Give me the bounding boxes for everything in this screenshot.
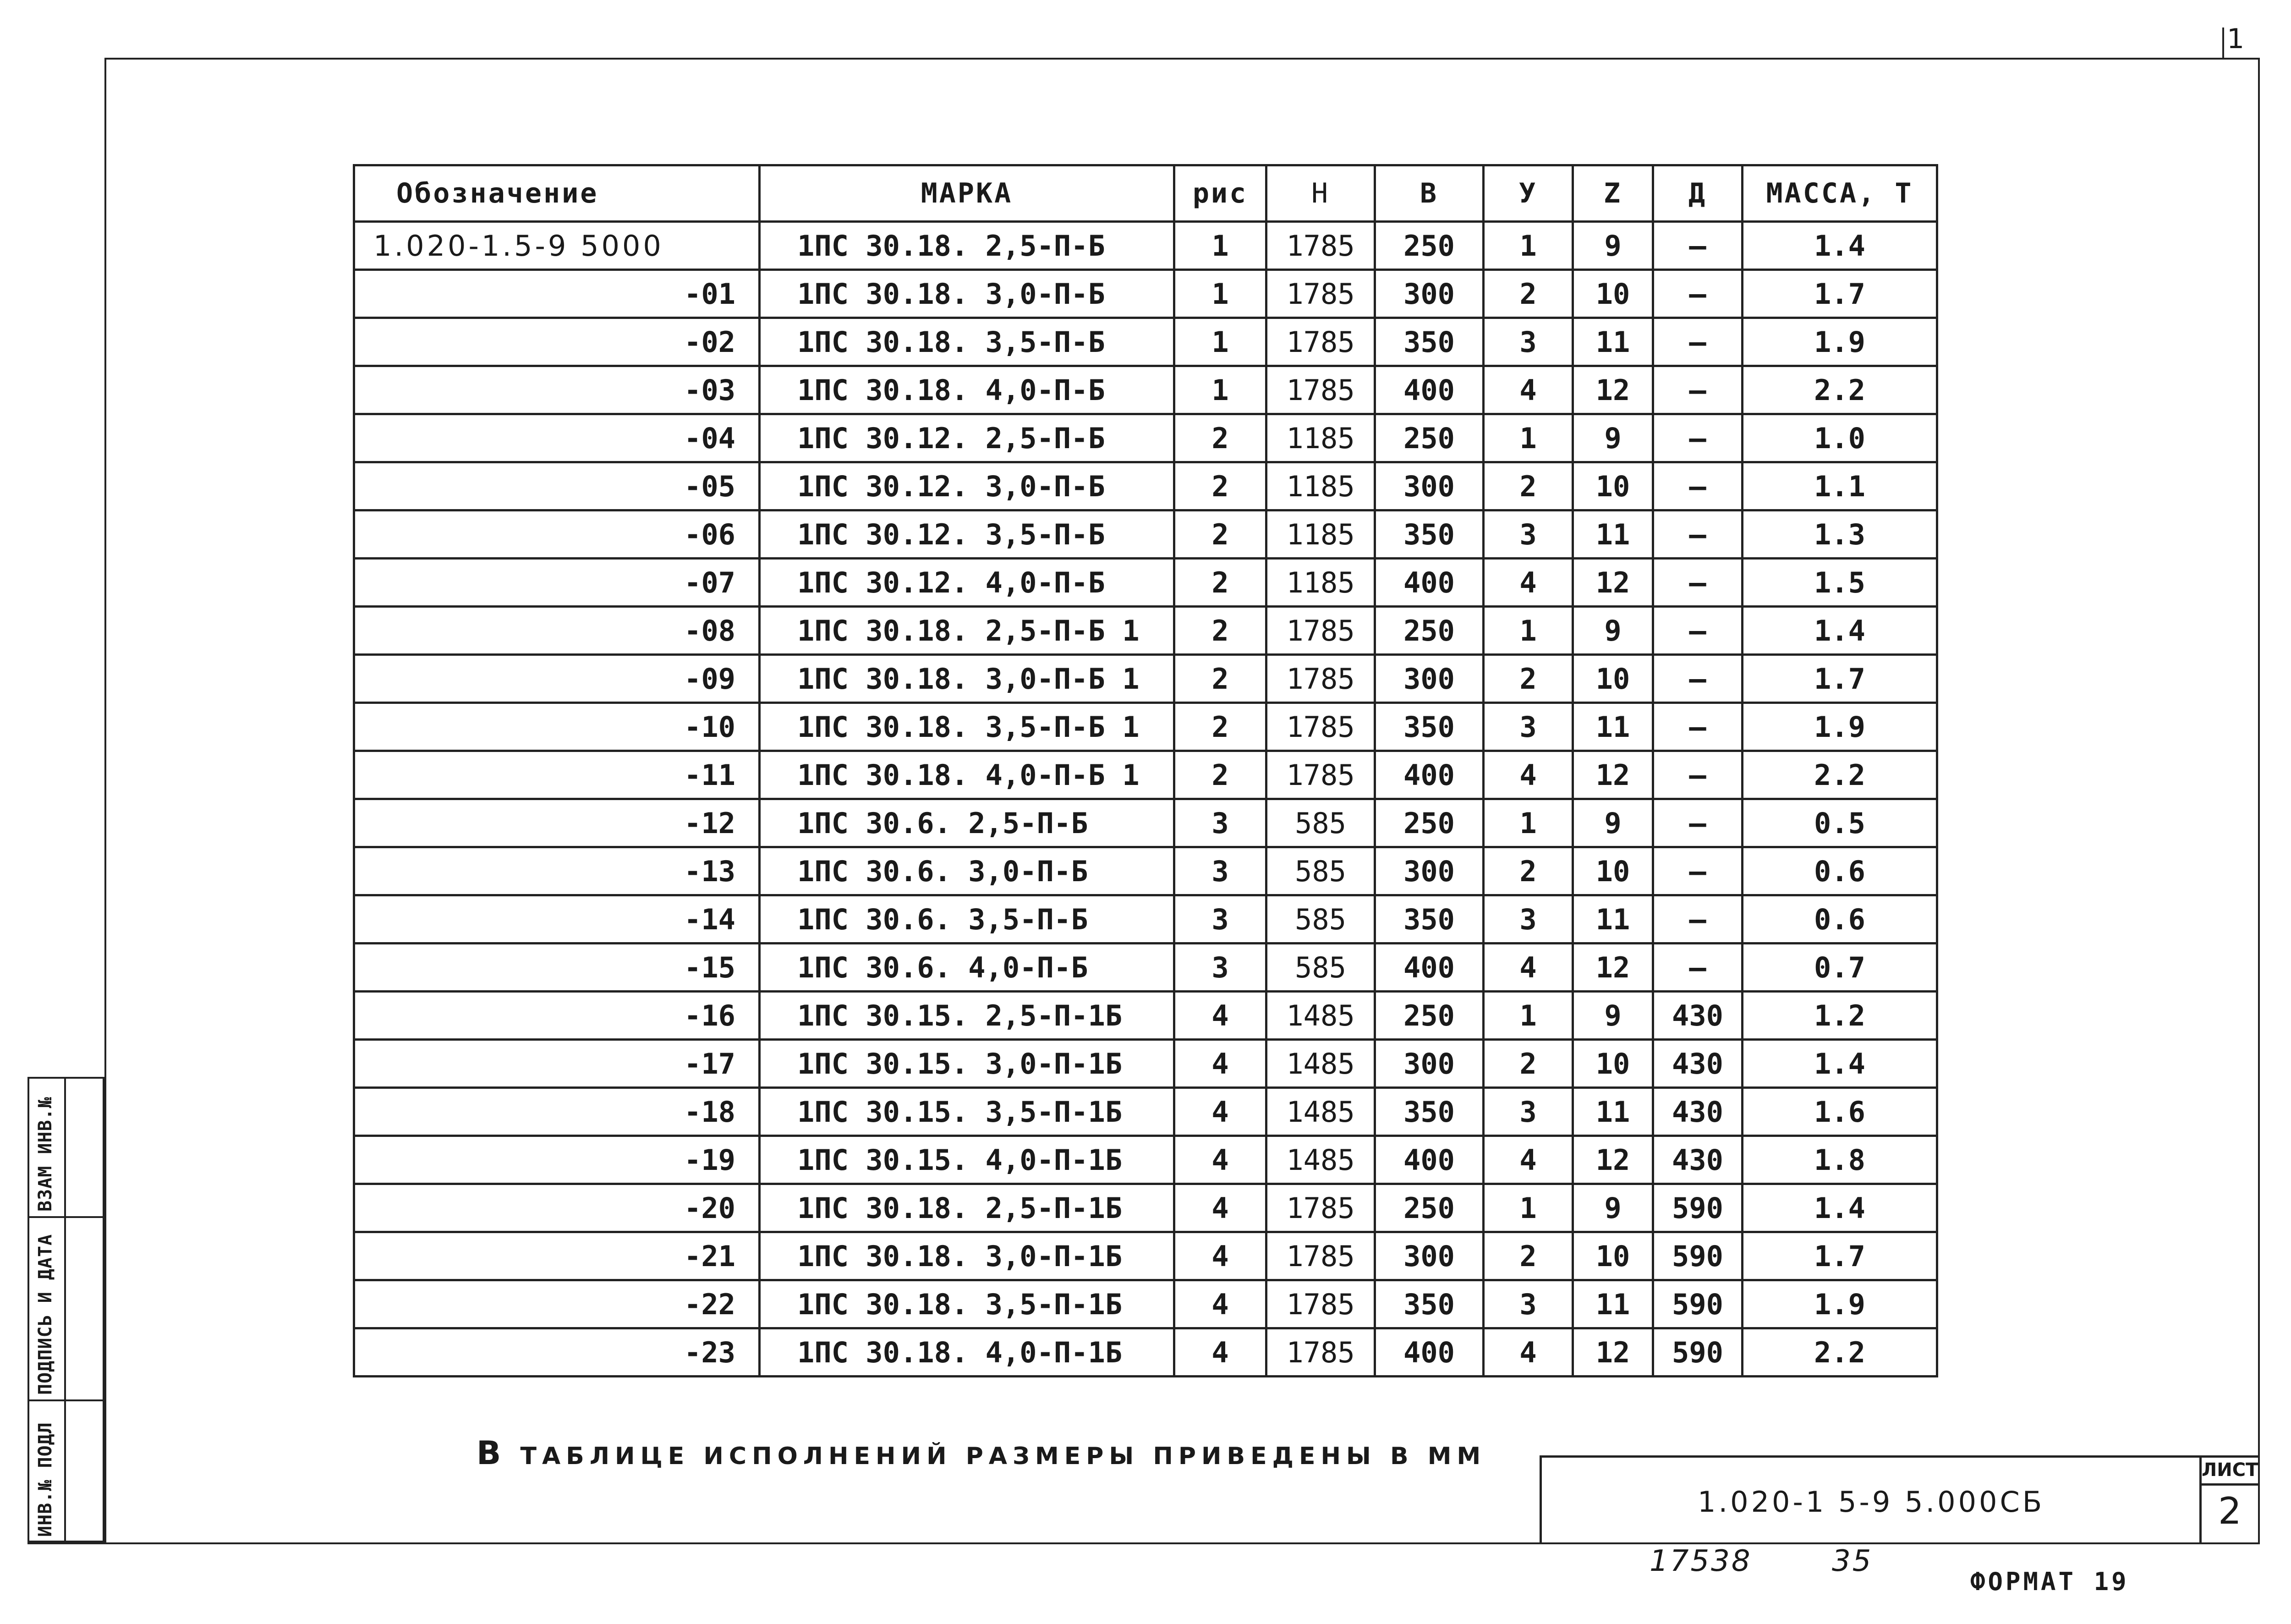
cell-ris: 4 bbox=[1174, 1232, 1266, 1280]
handwritten-note bbox=[1650, 1544, 1873, 1578]
document-code: 1.020-1 5-9 5.000СБ bbox=[1698, 1485, 2045, 1519]
cell-z: 11 bbox=[1573, 510, 1653, 559]
cell-marka: 1ПС 30.18. 3,0-П-Б bbox=[760, 270, 1174, 318]
cell-massa: 0.6 bbox=[1743, 847, 1937, 895]
cell-h: 585 bbox=[1266, 847, 1375, 895]
table-row bbox=[354, 462, 1937, 510]
cell-b: 300 bbox=[1375, 1040, 1484, 1088]
table-body bbox=[354, 222, 1937, 1377]
cell-z: 9 bbox=[1573, 222, 1653, 270]
cell-z: 11 bbox=[1573, 703, 1653, 751]
cell-y: 1 bbox=[1484, 607, 1573, 655]
cell-y: 2 bbox=[1484, 1040, 1573, 1088]
cell-marka: 1ПС 30.15. 3,0-П-1Б bbox=[760, 1040, 1174, 1088]
cell-y: 2 bbox=[1484, 655, 1573, 703]
cell-massa: 2.2 bbox=[1743, 1328, 1937, 1377]
hand-sheet: 35 bbox=[1831, 1544, 1873, 1578]
cell-ris: 2 bbox=[1174, 751, 1266, 799]
table-row bbox=[354, 366, 1937, 414]
cell-massa: 2.2 bbox=[1743, 366, 1937, 414]
cell-massa: 1.6 bbox=[1743, 1088, 1937, 1136]
cell-marka: 1ПС 30.18. 2,5-П-1Б bbox=[760, 1184, 1174, 1232]
cell-oboznachenie: -11 bbox=[354, 751, 760, 799]
cell-z: 12 bbox=[1573, 366, 1653, 414]
cell-oboznachenie: -05 bbox=[354, 462, 760, 510]
cell-oboznachenie: -14 bbox=[354, 895, 760, 944]
cell-ris: 3 bbox=[1174, 799, 1266, 847]
table-row bbox=[354, 751, 1937, 799]
side-stamp-vzam-inv: ВЗАМ ИНВ.№ bbox=[35, 1097, 56, 1212]
cell-massa: 1.7 bbox=[1743, 270, 1937, 318]
cell-z: 11 bbox=[1573, 318, 1653, 366]
cell-d: 590 bbox=[1653, 1232, 1743, 1280]
cell-massa: 1.9 bbox=[1743, 703, 1937, 751]
cell-marka: 1ПС 30.12. 4,0-П-Б bbox=[760, 559, 1174, 607]
cell-b: 300 bbox=[1375, 847, 1484, 895]
cell-oboznachenie: -06 bbox=[354, 510, 760, 559]
cell-y: 3 bbox=[1484, 510, 1573, 559]
cell-b: 250 bbox=[1375, 607, 1484, 655]
table-row bbox=[354, 270, 1937, 318]
note-text: ТАБЛИЦЕ ИСПОЛНЕНИЙ РАЗМЕРЫ ПРИВЕДЕНЫ В ММ bbox=[520, 1443, 1486, 1470]
sheet-number: 2 bbox=[2218, 1490, 2242, 1532]
cell-marka: 1ПС 30.6. 4,0-П-Б bbox=[760, 944, 1174, 992]
table-row bbox=[354, 414, 1937, 462]
cell-massa: 1.4 bbox=[1743, 607, 1937, 655]
cell-d: 430 bbox=[1653, 1088, 1743, 1136]
cell-massa: 1.2 bbox=[1743, 992, 1937, 1040]
sheet-label: ЛИСТ bbox=[2202, 1459, 2258, 1486]
cell-oboznachenie: -08 bbox=[354, 607, 760, 655]
cell-z: 11 bbox=[1573, 895, 1653, 944]
cell-marka: 1ПС 30.18. 4,0-П-Б bbox=[760, 366, 1174, 414]
cell-z: 9 bbox=[1573, 414, 1653, 462]
cell-b: 400 bbox=[1375, 1328, 1484, 1377]
table-row bbox=[354, 1040, 1937, 1088]
cell-marka: 1ПС 30.18. 3,0-П-1Б bbox=[760, 1232, 1174, 1280]
cell-h: 1185 bbox=[1266, 414, 1375, 462]
cell-massa: 0.7 bbox=[1743, 944, 1937, 992]
table-row bbox=[354, 799, 1937, 847]
cell-d: — bbox=[1653, 607, 1743, 655]
cell-massa: 2.2 bbox=[1743, 751, 1937, 799]
cell-ris: 2 bbox=[1174, 510, 1266, 559]
cell-b: 400 bbox=[1375, 1136, 1484, 1184]
cell-massa: 1.4 bbox=[1743, 1040, 1937, 1088]
cell-d: — bbox=[1653, 462, 1743, 510]
cell-y: 1 bbox=[1484, 1184, 1573, 1232]
cell-b: 400 bbox=[1375, 751, 1484, 799]
cell-ris: 4 bbox=[1174, 1040, 1266, 1088]
cell-z: 11 bbox=[1573, 1280, 1653, 1328]
cell-d: 590 bbox=[1653, 1328, 1743, 1377]
cell-h: 1785 bbox=[1266, 703, 1375, 751]
cell-z: 10 bbox=[1573, 270, 1653, 318]
cell-marka: 1ПС 30.18. 4,0-П-Б 1 bbox=[760, 751, 1174, 799]
cell-ris: 4 bbox=[1174, 1328, 1266, 1377]
cell-b: 250 bbox=[1375, 414, 1484, 462]
cell-d: — bbox=[1653, 270, 1743, 318]
cell-massa: 0.5 bbox=[1743, 799, 1937, 847]
hand-number: 17538 bbox=[1650, 1544, 1752, 1578]
side-stamp-inv-podl: ИНВ.№ ПОДЛ bbox=[35, 1422, 56, 1537]
table-row bbox=[354, 1184, 1937, 1232]
cell-h: 1785 bbox=[1266, 1184, 1375, 1232]
cell-oboznachenie: -09 bbox=[354, 655, 760, 703]
cell-ris: 1 bbox=[1174, 318, 1266, 366]
cell-h: 585 bbox=[1266, 944, 1375, 992]
header-massa: МАССА, Т bbox=[1743, 165, 1937, 222]
table-row bbox=[354, 847, 1937, 895]
cell-marka: 1ПС 30.18. 2,5-П-Б 1 bbox=[760, 607, 1174, 655]
side-stamp-divider bbox=[29, 1216, 103, 1218]
cell-oboznachenie: -16 bbox=[354, 992, 760, 1040]
cell-ris: 3 bbox=[1174, 895, 1266, 944]
cell-marka: 1ПС 30.18. 2,5-П-Б bbox=[760, 222, 1174, 270]
cell-z: 12 bbox=[1573, 751, 1653, 799]
header-b: В bbox=[1375, 165, 1484, 222]
cell-y: 4 bbox=[1484, 944, 1573, 992]
cell-z: 10 bbox=[1573, 462, 1653, 510]
cell-d: 590 bbox=[1653, 1184, 1743, 1232]
cell-oboznachenie: -18 bbox=[354, 1088, 760, 1136]
cell-h: 585 bbox=[1266, 895, 1375, 944]
cell-d: 430 bbox=[1653, 1040, 1743, 1088]
cell-ris: 1 bbox=[1174, 222, 1266, 270]
cell-marka: 1ПС 30.6. 3,5-П-Б bbox=[760, 895, 1174, 944]
cell-y: 3 bbox=[1484, 895, 1573, 944]
cell-z: 11 bbox=[1573, 1088, 1653, 1136]
cell-ris: 1 bbox=[1174, 270, 1266, 318]
header-marka: МАРКА bbox=[760, 165, 1174, 222]
cell-marka: 1ПС 30.12. 2,5-П-Б bbox=[760, 414, 1174, 462]
cell-ris: 2 bbox=[1174, 607, 1266, 655]
cell-y: 1 bbox=[1484, 222, 1573, 270]
cell-oboznachenie: -12 bbox=[354, 799, 760, 847]
cell-y: 1 bbox=[1484, 414, 1573, 462]
cell-b: 250 bbox=[1375, 799, 1484, 847]
table-row bbox=[354, 559, 1937, 607]
cell-y: 3 bbox=[1484, 318, 1573, 366]
cell-h: 1785 bbox=[1266, 222, 1375, 270]
cell-massa: 1.1 bbox=[1743, 462, 1937, 510]
cell-y: 3 bbox=[1484, 1280, 1573, 1328]
cell-h: 1785 bbox=[1266, 1232, 1375, 1280]
cell-marka: 1ПС 30.6. 3,0-П-Б bbox=[760, 847, 1174, 895]
cell-h: 1785 bbox=[1266, 751, 1375, 799]
table-row bbox=[354, 992, 1937, 1040]
header-ris: рис bbox=[1174, 165, 1266, 222]
cell-d: — bbox=[1653, 414, 1743, 462]
cell-ris: 2 bbox=[1174, 462, 1266, 510]
cell-h: 1485 bbox=[1266, 1088, 1375, 1136]
cell-ris: 4 bbox=[1174, 1088, 1266, 1136]
cell-marka: 1ПС 30.15. 3,5-П-1Б bbox=[760, 1088, 1174, 1136]
cell-b: 350 bbox=[1375, 1088, 1484, 1136]
cell-d: — bbox=[1653, 510, 1743, 559]
cell-z: 9 bbox=[1573, 799, 1653, 847]
cell-y: 4 bbox=[1484, 1328, 1573, 1377]
cell-ris: 3 bbox=[1174, 944, 1266, 992]
cell-h: 1785 bbox=[1266, 366, 1375, 414]
cell-h: 1785 bbox=[1266, 1280, 1375, 1328]
cell-b: 400 bbox=[1375, 944, 1484, 992]
cell-d: — bbox=[1653, 703, 1743, 751]
table-row bbox=[354, 895, 1937, 944]
cell-z: 12 bbox=[1573, 1136, 1653, 1184]
table-row bbox=[354, 1088, 1937, 1136]
cell-b: 300 bbox=[1375, 462, 1484, 510]
cell-ris: 2 bbox=[1174, 703, 1266, 751]
cell-oboznachenie: -15 bbox=[354, 944, 760, 992]
cell-d: — bbox=[1653, 944, 1743, 992]
specification-table bbox=[353, 164, 1938, 1377]
cell-b: 350 bbox=[1375, 1280, 1484, 1328]
cell-h: 1485 bbox=[1266, 1136, 1375, 1184]
cell-d: — bbox=[1653, 895, 1743, 944]
cell-d: — bbox=[1653, 751, 1743, 799]
cell-z: 10 bbox=[1573, 1232, 1653, 1280]
cell-y: 4 bbox=[1484, 751, 1573, 799]
cell-b: 250 bbox=[1375, 1184, 1484, 1232]
cell-ris: 2 bbox=[1174, 655, 1266, 703]
table-note bbox=[477, 1434, 1486, 1472]
cell-d: — bbox=[1653, 318, 1743, 366]
cell-y: 1 bbox=[1484, 799, 1573, 847]
cell-massa: 1.0 bbox=[1743, 414, 1937, 462]
side-stamp bbox=[27, 1077, 104, 1542]
table-row bbox=[354, 655, 1937, 703]
cell-b: 300 bbox=[1375, 655, 1484, 703]
cell-b: 250 bbox=[1375, 992, 1484, 1040]
frame-bottom-line bbox=[27, 1542, 2258, 1544]
cell-massa: 1.5 bbox=[1743, 559, 1937, 607]
cell-ris: 4 bbox=[1174, 1136, 1266, 1184]
cell-h: 1485 bbox=[1266, 992, 1375, 1040]
cell-oboznachenie: -10 bbox=[354, 703, 760, 751]
cell-z: 10 bbox=[1573, 655, 1653, 703]
cell-h: 1785 bbox=[1266, 1328, 1375, 1377]
cell-h: 1185 bbox=[1266, 462, 1375, 510]
table-row bbox=[354, 1136, 1937, 1184]
cell-b: 350 bbox=[1375, 510, 1484, 559]
side-stamp-divider bbox=[29, 1399, 103, 1401]
cell-y: 2 bbox=[1484, 462, 1573, 510]
cell-oboznachenie: -13 bbox=[354, 847, 760, 895]
cell-oboznachenie: -22 bbox=[354, 1280, 760, 1328]
cell-y: 2 bbox=[1484, 847, 1573, 895]
cell-z: 10 bbox=[1573, 1040, 1653, 1088]
cell-marka: 1ПС 30.18. 3,5-П-Б bbox=[760, 318, 1174, 366]
cell-ris: 4 bbox=[1174, 1280, 1266, 1328]
table-row bbox=[354, 607, 1937, 655]
cell-b: 250 bbox=[1375, 222, 1484, 270]
cell-y: 2 bbox=[1484, 1232, 1573, 1280]
cell-oboznachenie: -03 bbox=[354, 366, 760, 414]
cell-marka: 1ПС 30.18. 3,5-П-Б 1 bbox=[760, 703, 1174, 751]
cell-y: 4 bbox=[1484, 1136, 1573, 1184]
cell-z: 9 bbox=[1573, 607, 1653, 655]
side-stamp-podpis-data: ПОДПИСЬ И ДАТА bbox=[35, 1234, 56, 1395]
cell-massa: 1.7 bbox=[1743, 1232, 1937, 1280]
cell-d: 590 bbox=[1653, 1280, 1743, 1328]
cell-z: 9 bbox=[1573, 992, 1653, 1040]
cell-h: 585 bbox=[1266, 799, 1375, 847]
frame-corner-tick bbox=[2222, 27, 2224, 60]
cell-massa: 1.9 bbox=[1743, 318, 1937, 366]
cell-b: 350 bbox=[1375, 318, 1484, 366]
cell-massa: 1.9 bbox=[1743, 1280, 1937, 1328]
frame-left-line bbox=[104, 58, 106, 1542]
cell-oboznachenie: -19 bbox=[354, 1136, 760, 1184]
header-y: У bbox=[1484, 165, 1573, 222]
cell-oboznachenie: 1.020-1.5-9 5000 bbox=[354, 222, 760, 270]
cell-oboznachenie: -07 bbox=[354, 559, 760, 607]
cell-y: 4 bbox=[1484, 366, 1573, 414]
cell-marka: 1ПС 30.12. 3,0-П-Б bbox=[760, 462, 1174, 510]
cell-d: — bbox=[1653, 799, 1743, 847]
cell-b: 400 bbox=[1375, 559, 1484, 607]
table-row bbox=[354, 222, 1937, 270]
cell-z: 12 bbox=[1573, 944, 1653, 992]
cell-h: 1785 bbox=[1266, 270, 1375, 318]
cell-marka: 1ПС 30.18. 3,0-П-Б 1 bbox=[760, 655, 1174, 703]
cell-massa: 1.4 bbox=[1743, 222, 1937, 270]
table-row bbox=[354, 1328, 1937, 1377]
cell-h: 1785 bbox=[1266, 318, 1375, 366]
cell-massa: 1.4 bbox=[1743, 1184, 1937, 1232]
cell-y: 3 bbox=[1484, 703, 1573, 751]
cell-ris: 2 bbox=[1174, 559, 1266, 607]
table-row bbox=[354, 1280, 1937, 1328]
table-row bbox=[354, 510, 1937, 559]
cell-d: 430 bbox=[1653, 992, 1743, 1040]
cell-z: 12 bbox=[1573, 1328, 1653, 1377]
cell-marka: 1ПС 30.15. 2,5-П-1Б bbox=[760, 992, 1174, 1040]
table-row bbox=[354, 703, 1937, 751]
cell-h: 1485 bbox=[1266, 1040, 1375, 1088]
cell-massa: 1.8 bbox=[1743, 1136, 1937, 1184]
note-first-letter: В bbox=[477, 1434, 507, 1472]
cell-massa: 1.7 bbox=[1743, 655, 1937, 703]
cell-ris: 1 bbox=[1174, 366, 1266, 414]
header-oboznachenie: Обозначение bbox=[354, 165, 760, 222]
cell-h: 1185 bbox=[1266, 559, 1375, 607]
cell-oboznachenie: -21 bbox=[354, 1232, 760, 1280]
cell-d: — bbox=[1653, 366, 1743, 414]
cell-z: 12 bbox=[1573, 559, 1653, 607]
cell-y: 3 bbox=[1484, 1088, 1573, 1136]
cell-y: 1 bbox=[1484, 992, 1573, 1040]
cell-oboznachenie: -04 bbox=[354, 414, 760, 462]
cell-b: 300 bbox=[1375, 270, 1484, 318]
cell-z: 9 bbox=[1573, 1184, 1653, 1232]
cell-h: 1185 bbox=[1266, 510, 1375, 559]
table-header-row bbox=[354, 165, 1937, 222]
cell-ris: 4 bbox=[1174, 1184, 1266, 1232]
cell-b: 350 bbox=[1375, 895, 1484, 944]
cell-ris: 3 bbox=[1174, 847, 1266, 895]
cell-b: 400 bbox=[1375, 366, 1484, 414]
cell-marka: 1ПС 30.6. 2,5-П-Б bbox=[760, 799, 1174, 847]
page-number: 1 bbox=[2227, 23, 2245, 55]
format-label: ФОРМАТ 19 bbox=[1970, 1567, 2129, 1596]
title-block bbox=[1540, 1455, 2199, 1542]
cell-massa: 1.3 bbox=[1743, 510, 1937, 559]
cell-b: 350 bbox=[1375, 703, 1484, 751]
cell-y: 4 bbox=[1484, 559, 1573, 607]
cell-z: 10 bbox=[1573, 847, 1653, 895]
cell-oboznachenie: -02 bbox=[354, 318, 760, 366]
cell-d: — bbox=[1653, 559, 1743, 607]
table-row bbox=[354, 1232, 1937, 1280]
cell-h: 1785 bbox=[1266, 655, 1375, 703]
cell-b: 300 bbox=[1375, 1232, 1484, 1280]
cell-oboznachenie: -23 bbox=[354, 1328, 760, 1377]
frame-right-line bbox=[2258, 58, 2260, 1544]
cell-marka: 1ПС 30.18. 3,5-П-1Б bbox=[760, 1280, 1174, 1328]
cell-y: 2 bbox=[1484, 270, 1573, 318]
header-z: Z bbox=[1573, 165, 1653, 222]
header-h: Н bbox=[1266, 165, 1375, 222]
table-row bbox=[354, 318, 1937, 366]
cell-h: 1785 bbox=[1266, 607, 1375, 655]
cell-d: — bbox=[1653, 847, 1743, 895]
cell-ris: 4 bbox=[1174, 992, 1266, 1040]
header-d: Д bbox=[1653, 165, 1743, 222]
cell-marka: 1ПС 30.15. 4,0-П-1Б bbox=[760, 1136, 1174, 1184]
cell-d: 430 bbox=[1653, 1136, 1743, 1184]
cell-oboznachenie: -20 bbox=[354, 1184, 760, 1232]
cell-oboznachenie: -17 bbox=[354, 1040, 760, 1088]
frame-top-line bbox=[104, 58, 2258, 60]
cell-d: — bbox=[1653, 222, 1743, 270]
cell-d: — bbox=[1653, 655, 1743, 703]
side-stamp-divider bbox=[64, 1079, 66, 1541]
cell-ris: 2 bbox=[1174, 414, 1266, 462]
table-row bbox=[354, 944, 1937, 992]
cell-oboznachenie: -01 bbox=[354, 270, 760, 318]
cell-marka: 1ПС 30.18. 4,0-П-1Б bbox=[760, 1328, 1174, 1377]
cell-marka: 1ПС 30.12. 3,5-П-Б bbox=[760, 510, 1174, 559]
sheet-block bbox=[2199, 1455, 2258, 1542]
cell-massa: 0.6 bbox=[1743, 895, 1937, 944]
